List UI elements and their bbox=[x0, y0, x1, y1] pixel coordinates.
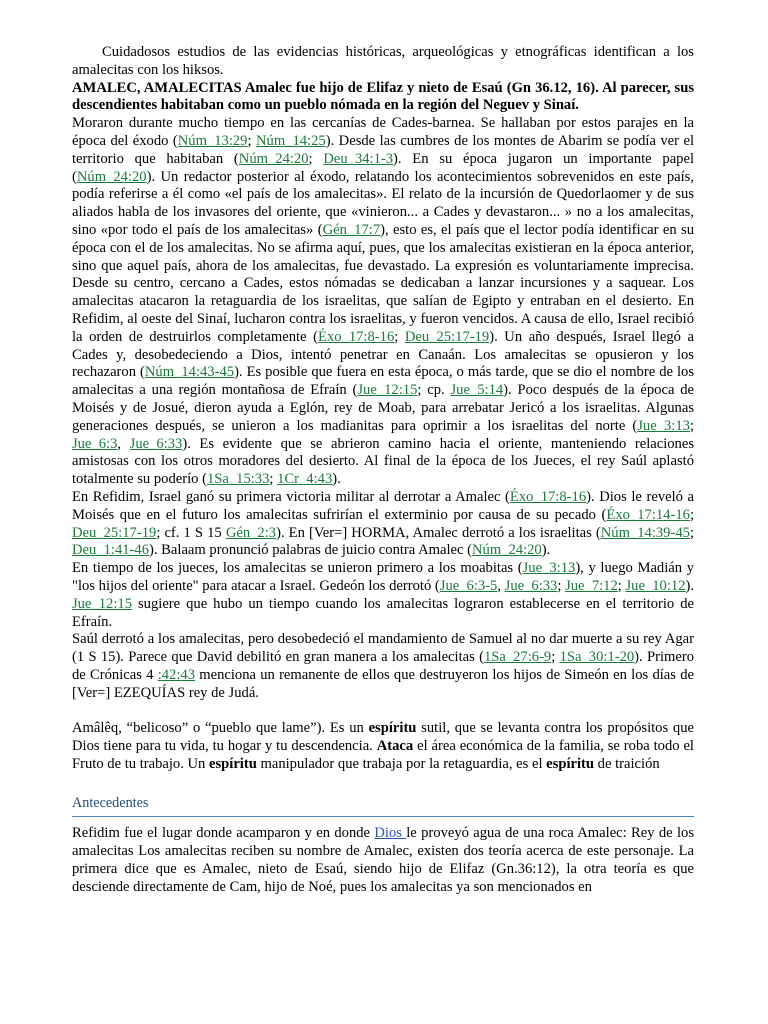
saul-paragraph bbox=[72, 631, 694, 702]
bold-text: espíritu bbox=[368, 720, 417, 737]
paragraph-spacer bbox=[72, 774, 694, 792]
scripture-reference-link[interactable]: 1Sa_30:1-20 bbox=[559, 649, 635, 666]
text-run: ). bbox=[541, 542, 551, 559]
inline-link[interactable]: Dios bbox=[374, 825, 407, 842]
text-run: ; bbox=[689, 506, 694, 523]
scripture-reference-link[interactable]: Jue_3:13 bbox=[637, 417, 690, 434]
main-paragraph bbox=[72, 115, 694, 489]
text-run: ; cf. 1 S 15 bbox=[156, 524, 226, 541]
scripture-reference-link[interactable]: Jue_6:33 bbox=[504, 577, 558, 594]
scripture-reference-link[interactable]: Jue_10:12 bbox=[625, 577, 686, 594]
scripture-reference-link[interactable]: Jue_3:13 bbox=[522, 560, 576, 577]
refidim-paragraph bbox=[72, 489, 694, 560]
text-run: ; bbox=[308, 150, 324, 167]
text-run: Moraron durante mucho tiempo en las cercanías de Cades-barnea. Se hallaban por estos parajes en la época del éxodo ( bbox=[72, 115, 694, 149]
text-run: ; bbox=[247, 132, 256, 149]
text-run: ). Un año después, Israel llegó a Cades y, desobedeciendo a Dios, intentó penetrar en Canaán. Los amalecitas se opusieron y los rechazaron ( bbox=[72, 328, 694, 381]
text-run: ). bbox=[685, 577, 695, 594]
scripture-reference-link[interactable]: Gén_17:7 bbox=[322, 221, 381, 238]
text-run: ; bbox=[269, 471, 278, 488]
scripture-reference-link[interactable]: Jue_12:15 bbox=[357, 382, 418, 399]
scripture-reference-link[interactable]: Deu_25:17-19 bbox=[72, 524, 157, 541]
scripture-reference-link[interactable]: 1Cr_4:43 bbox=[277, 471, 333, 488]
text-run: ), y luego Madián y "los hijos del oriente" para atacar a Israel. Gedeón los derrotó ( bbox=[72, 560, 694, 594]
scripture-reference-link[interactable]: Éxo_17:14-16 bbox=[606, 506, 690, 523]
text-run: ). Un redactor posterior al éxodo, relatando los acontecimientos sobrevenidos en este país, podía referirse a él como «el país de los amalecitas». El relato de la incursión de Quedorlaomer y de sus aliados habla de los invasores del oriente, que «vinieron... a Cades y devastaron... » no a los amalecitas, sino «por todo el país de los amalecitas» ( bbox=[72, 168, 694, 238]
text-run: sutil, que se levanta contra los propósitos que Dios tiene para tu vida, tu hogar y tu descendencia. bbox=[72, 720, 694, 755]
text-run: sugiere que hubo un tiempo cuando los amalecitas lograron establecerse en el territorio de Efraín. bbox=[72, 595, 694, 630]
scripture-reference-link[interactable]: Jue_12:15 bbox=[72, 595, 132, 612]
scripture-reference-link[interactable]: Núm_14:39-45 bbox=[600, 524, 690, 541]
text-run: le proveyó agua de una roca Amalec: Rey de los amalecitas Los amalecitas reciben su nombre de Amalec, existen dos teoría acerca de este personaje. La primera dice que es Amalec, nieto de Esaú, siendo hijo de Elifaz (Gn.36:12), la otra teoría es que desciende directamente de Cam, hijo de Noé, pues los amalecitas ya son mencionados en bbox=[72, 825, 694, 895]
scripture-reference-link[interactable]: Éxo_17:8-16 bbox=[509, 488, 587, 505]
text-run: , bbox=[117, 435, 130, 452]
text-run: Refidim fue el lugar donde acamparon y en donde bbox=[72, 825, 375, 842]
text-run: ). Es evidente que se abrieron camino hacia el oriente, manteniendo relaciones amistosas con los otros moradores del desierto. Al final de la época de los Jueces, el rey Saúl aplastó totalmente su poderío ( bbox=[72, 435, 695, 488]
text-run: ). bbox=[332, 471, 341, 488]
text-run: de traición bbox=[594, 755, 660, 772]
jueces-paragraph bbox=[72, 560, 694, 631]
scripture-reference-link[interactable]: Jue_6:3 bbox=[72, 435, 118, 452]
scripture-reference-link[interactable]: 1Sa_27:6-9 bbox=[483, 649, 552, 666]
bold-text: espíritu bbox=[546, 755, 595, 772]
antecedentes-paragraph bbox=[72, 825, 694, 896]
text-run: ), esto es, el país que el lector podía identificar en su época con el de los amalecitas. No se afirma aquí, pues, que los amalecitas existieran en la época anterior, sino que aquel país, ahora de los amalecitas, fue devastado. La expresión es voluntariamente imprecisa. Desde su centro, cercano a Cades, estos nómadas se dedicaban a lanzar incursiones y a saquear. Los amalecitas atacaron la retaguardia de los israelitas, que salían de Egipto y entraban en el desierto. En Refidim, al oeste del Sinaí, lucharon contra los israelitas, y fueron vencidos. A causa de ello, Israel recibió la orden de destruirlos completamente ( bbox=[72, 221, 694, 345]
text-run: ). Poco después de la época de Moisés y de Josué, dieron ayuda a Eglón, rey de Moab, para arrebatar Jericó a los israelitas. Algunas generaciones después, se unieron a los madianitas para oprimir a los israelitas del norte ( bbox=[72, 382, 695, 434]
scripture-reference-link[interactable]: Jue_6:33 bbox=[129, 435, 183, 452]
scripture-reference-link[interactable]: Deu_1:41-46 bbox=[72, 542, 150, 559]
text-run: ; bbox=[689, 524, 694, 541]
scripture-reference-link[interactable]: Núm_13:29 bbox=[177, 132, 248, 149]
text-run: ; bbox=[557, 577, 566, 594]
document-page bbox=[72, 44, 694, 896]
text-run: ). Balaam pronunció palabras de juicio contra Amalec ( bbox=[149, 542, 472, 559]
scripture-reference-link[interactable]: Jue_7:12 bbox=[565, 577, 618, 594]
scripture-reference-link[interactable]: Jue_6:3-5 bbox=[439, 577, 498, 594]
title-paragraph bbox=[72, 80, 694, 116]
scripture-reference-link[interactable]: :42:43 bbox=[157, 666, 195, 683]
scripture-reference-link[interactable]: Gén_2:3 bbox=[225, 524, 277, 541]
scripture-reference-link[interactable]: Éxo_17:8-16 bbox=[318, 328, 395, 345]
intro-paragraph bbox=[72, 44, 694, 80]
text-run: ; bbox=[551, 649, 560, 666]
text-run: ). Primero de Crónicas 4 bbox=[72, 649, 694, 683]
text-run: ). En su época jugaron un importante papel ( bbox=[72, 150, 695, 185]
text-run: Saúl derrotó a los amalecitas, pero desobedeció el mandamiento de Samuel al no dar muerte a su rey Agar (1 S 15). Parece que David debilitó en gran manera a los amalecitas ( bbox=[72, 631, 694, 666]
espiritu-paragraph bbox=[72, 720, 694, 773]
scripture-reference-link[interactable]: 1Sa_15:33 bbox=[206, 471, 270, 488]
text-run: , bbox=[497, 577, 505, 594]
text-run: ). En [Ver=] HORMA, Amalec derrotó a los israelitas ( bbox=[276, 524, 601, 541]
text-run: ; cp. bbox=[417, 382, 451, 399]
text-run: Cuidadosos estudios de las evidencias históricas, arqueológicas y etnográficas identifican a los amalecitas con los hiksos. bbox=[72, 44, 694, 78]
text-run: ). Es posible que fuera en esta época, o más tarde, que se dio el nombre de los amalecitas a una región montañosa de Efraín ( bbox=[72, 364, 695, 399]
text-run: ). Desde las cumbres de los montes de Abarim se podía ver el territorio que habitaban ( bbox=[72, 132, 695, 167]
bold-text: espíritu bbox=[209, 755, 257, 772]
scripture-reference-link[interactable]: Deu_34:1-3 bbox=[323, 150, 394, 167]
scripture-reference-link[interactable]: Núm_14:43-45 bbox=[144, 364, 235, 381]
text-run: el área económica de la familia, se roba todo el Fruto de tu trabajo. Un bbox=[72, 738, 694, 772]
bold-text: AMALEC, AMALECITAS Amalec fue hijo de Elifaz y nieto de Esaú (Gn 36.12, 16). Al parecer, sus descendientes habitaban como un pueblo nómada en la región del Neguev y Sinaí. bbox=[72, 79, 694, 114]
text-run: ; bbox=[689, 417, 694, 434]
scripture-reference-link[interactable]: Núm_24:20 bbox=[471, 542, 542, 559]
text-run: Amâlêq, “belicoso” o “pueblo que lame”). Es un bbox=[72, 720, 369, 737]
text-run: ; bbox=[617, 577, 626, 594]
text-run: En Refidim, Israel ganó su primera victoria militar al derrotar a Amalec ( bbox=[72, 488, 510, 505]
scripture-reference-link[interactable]: Jue_5:14 bbox=[450, 382, 504, 399]
section-heading-antecedentes: Antecedentes bbox=[72, 795, 694, 817]
text-run: menciona un remanente de ellos que destruyeron los hijos de Simeón en los días de [Ver=] EZEQUÍAS rey de Judá. bbox=[72, 666, 694, 701]
text-run: En tiempo de los jueces, los amalecitas se unieron primero a los moabitas ( bbox=[72, 560, 523, 577]
text-run: manipulador que trabaja por la retaguardia, es el bbox=[256, 755, 547, 772]
scripture-reference-link[interactable]: Núm_24:20 bbox=[238, 150, 309, 167]
scripture-reference-link[interactable]: Núm_24:20 bbox=[76, 168, 147, 185]
text-run: ). Dios le reveló a Moisés que en el futuro los amalecitas sufrirían el exterminio por causa de su pecado ( bbox=[72, 488, 694, 523]
scripture-reference-link[interactable]: Deu_25:17-19 bbox=[404, 328, 490, 345]
paragraph-spacer bbox=[72, 702, 694, 720]
scripture-reference-link[interactable]: Núm_14:25 bbox=[255, 132, 326, 149]
text-run: ; bbox=[394, 328, 405, 345]
bold-text: Ataca bbox=[376, 738, 414, 755]
